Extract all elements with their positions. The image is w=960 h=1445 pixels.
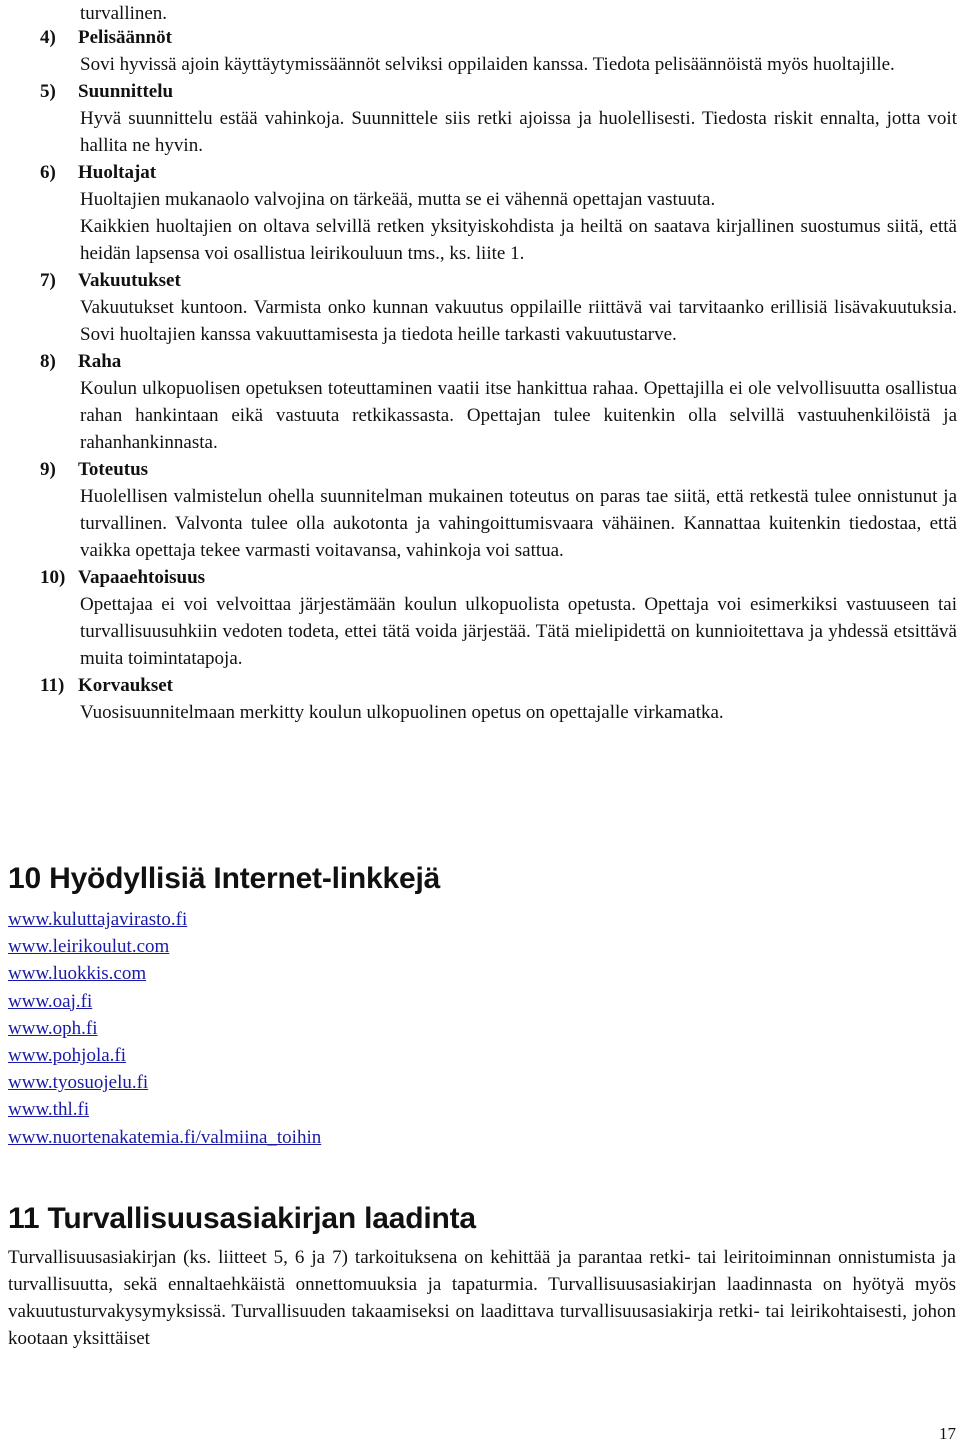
item-number: 6): [40, 162, 56, 183]
page-number: 17: [939, 1424, 956, 1443]
link-leirikoulut[interactable]: www.leirikoulut.com: [8, 936, 170, 958]
item-number: 9): [40, 459, 56, 480]
section-heading-safety-document: 11 Turvallisuusasiakirjan laadinta: [8, 1202, 476, 1235]
list-item: [0, 348, 960, 456]
list-item: [0, 159, 960, 267]
item-paragraph: Hyvä suunnittelu estää vahinkoja. Suunnittele siis retki ajoissa ja huolellisesti. Tiedosta riskit ennalta, jotta voit hallita ne hyvin.: [80, 108, 957, 156]
continuation-text: turvallinen.: [80, 3, 168, 24]
list-item: [0, 564, 960, 672]
item-title: Huoltajat: [78, 162, 157, 183]
item-number: 7): [40, 270, 56, 291]
item-number: 4): [40, 27, 56, 48]
link-luokkis[interactable]: www.luokkis.com: [8, 963, 147, 985]
item-paragraph: Sovi hyvissä ajoin käyttäytymissäännöt selviksi oppilaiden kanssa. Tiedota pelisäännöistä myös huoltajille.: [80, 54, 895, 75]
item-number: 5): [40, 81, 56, 102]
list-item: [0, 672, 960, 726]
item-paragraph: Vakuutukset kuntoon. Varmista onko kunnan vakuutus oppilaille riittävä vai tarvitaanko erillisiä lisävakuutuksia. Sovi huoltajien kanssa vakuuttamisesta ja tiedota heille tarkasti vakuutustarve.: [80, 297, 957, 345]
link-oph[interactable]: www.oph.fi: [8, 1017, 98, 1039]
list-item: [0, 456, 960, 564]
item-paragraph: Huolellisen valmistelun ohella suunnitelman mukainen toteutus on paras tae siitä, että retkestä tulee onnistunut ja turvallinen. Valvonta tulee olla aukotonta ja vahingoittumisvaara vähäinen. Kannattaa kuitenkin tiedostaa, että vaikka opettaja tekee varmasti voitavansa, vahinkoja voi sattua.: [80, 486, 957, 561]
item-paragraph: Koulun ulkopuolisen opetuksen toteuttaminen vaatii itse hankittua rahaa. Opettajilla ei ole velvollisuutta osallistua rahan hankintaan eikä vastuuta retkikassasta. Opettajan tulee kuitenkin olla selvillä vastuuhenkilöistä ja rahanhankinnasta.: [80, 378, 957, 453]
section-heading-links: 10 Hyödyllisiä Internet-linkkejä: [8, 862, 441, 895]
item-paragraph: Opettajaa ei voi velvoittaa järjestämään koulun ulkopuolista opetusta. Opettaja voi esimerkiksi vastuuseen tai turvallisuusuhkiin vedoten todeta, ettei tätä voida järjestää. Tätä mielipidettä on kunnioitettava ja yhdessä etsittävä muita toimintatapoja.: [80, 594, 957, 669]
link-nuortenakatemia[interactable]: www.nuortenakatemia.fi/valmiina_toihin: [8, 1126, 322, 1148]
item-title: Raha: [78, 351, 122, 372]
link-list: [8, 906, 321, 1151]
link-tyosuojelu[interactable]: www.tyosuojelu.fi: [8, 1072, 149, 1094]
link-kuluttajavirasto[interactable]: www.kuluttajavirasto.fi: [8, 909, 188, 930]
link-thl[interactable]: www.thl.fi: [8, 1099, 90, 1121]
item-title: Toteutus: [78, 459, 149, 480]
item-title: Korvaukset: [78, 675, 173, 696]
item-title: Suunnittelu: [78, 81, 174, 102]
item-paragraph: Vuosisuunnitelmaan merkitty koulun ulkopuolinen opetus on opettajalle virkamatka.: [80, 702, 724, 723]
link-pohjola[interactable]: www.pohjola.fi: [8, 1044, 127, 1066]
item-paragraph: Kaikkien huoltajien on oltava selvillä retken yksityiskohdista ja heiltä on saatava kirjallinen suostumus siitä, että heidän lapsensa voi osallistua leirikouluun tms., ks. liite 1.: [80, 216, 957, 264]
list-item: [0, 267, 960, 348]
item-title: Vakuutukset: [78, 270, 181, 291]
item-number: 8): [40, 351, 56, 372]
numbered-list: [0, 24, 960, 726]
item-number: 11): [40, 675, 65, 696]
item-number: 10): [40, 567, 66, 588]
list-item: [0, 24, 960, 78]
item-title: Pelisäännöt: [78, 27, 172, 48]
list-item: [0, 78, 960, 159]
link-oaj[interactable]: www.oaj.fi: [8, 990, 93, 1012]
item-title: Vapaaehtoisuus: [78, 567, 206, 588]
item-paragraph: Huoltajien mukanaolo valvojina on tärkeää, mutta se ei vähennä opettajan vastuuta.: [80, 189, 716, 210]
section-paragraph: Turvallisuusasiakirjan (ks. liitteet 5, 6 ja 7) tarkoituksena on kehittää ja parantaa retki- tai leiritoiminnan onnistumista ja turvallisuutta, sekä ennaltaehkäistä onnettomuuksia ja tapaturmia. Turvallisuusasiakirjan laadinnasta on hyötyä myös vakuutusturvakysymyksissä. Turvallisuuden takaamiseksi on laadittava turvallisuusasiakirja retki- tai leirikohtaisesti, johon kootaan yksittäiset: [8, 1247, 956, 1349]
